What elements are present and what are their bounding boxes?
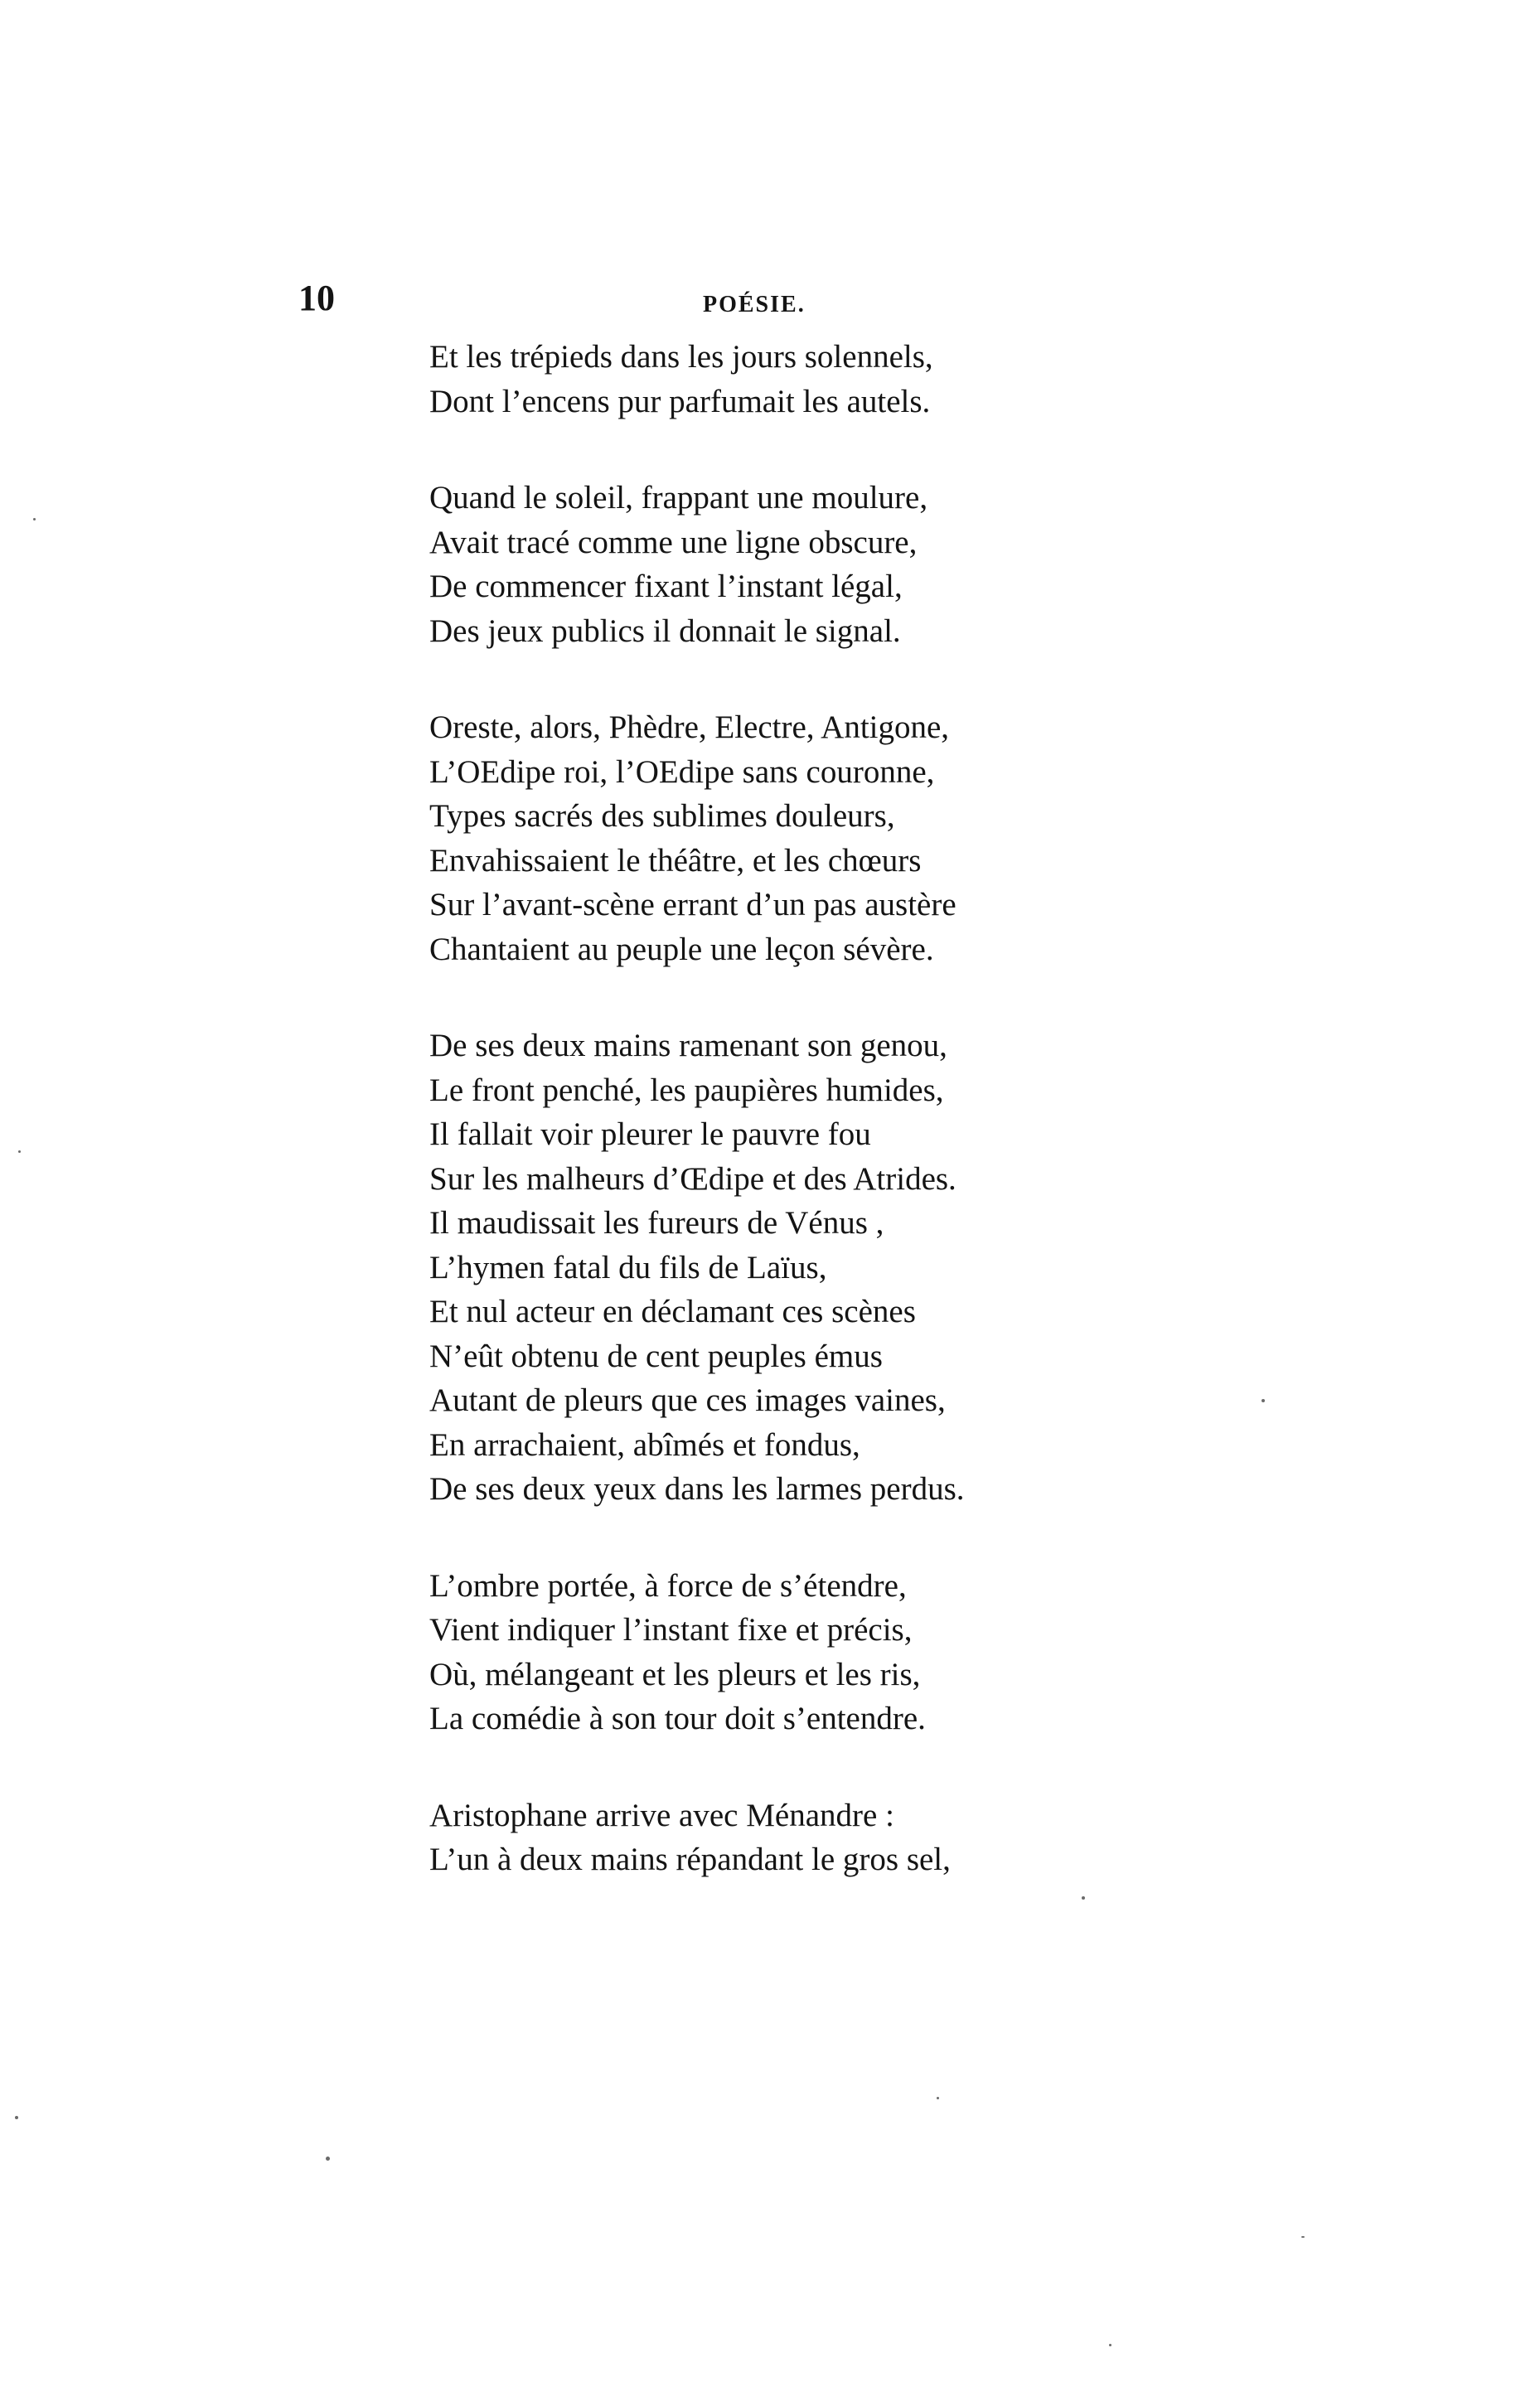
verse-line: Il maudissait les fureurs de Vénus , — [429, 1205, 884, 1241]
verse-line: Types sacrés des sublimes douleurs, — [429, 798, 895, 834]
verse-line: De ses deux yeux dans les larmes perdus. — [429, 1471, 965, 1507]
verse-line: Le front penché, les paupières humides, — [429, 1072, 944, 1108]
stanza — [429, 1564, 1275, 1741]
verse-line: L’ombre portée, à force de s’étendre, — [429, 1567, 907, 1604]
verse-line: Oreste, alors, Phèdre, Electre, Antigone, — [429, 709, 950, 745]
verse-line: Aristophane arrive avec Ménandre : — [429, 1797, 894, 1833]
stanza — [429, 1794, 1275, 1882]
verse-line: De ses deux mains ramenant son genou, — [429, 1028, 947, 1063]
verse-line: Avait tracé comme une ligne obscure, — [429, 524, 918, 560]
verse-line: Où, mélangeant et les pleurs et les ris, — [429, 1656, 921, 1692]
verse-line: Et les trépieds dans les jours solennels, — [429, 339, 933, 375]
page-number: 10 — [298, 278, 335, 318]
scan-speck — [937, 2097, 939, 2099]
verse-line: Envahissaient le théâtre, et les chœurs — [429, 842, 922, 879]
verse-line: Chantaient au peuple une leçon sévère. — [429, 931, 934, 967]
scan-speck — [326, 2157, 330, 2161]
scan-speck — [33, 518, 36, 520]
verse-line: En arrachaient, abîmés et fondus, — [429, 1426, 860, 1463]
stanza — [429, 476, 1275, 653]
verse-line: Et nul acteur en déclamant ces scènes — [429, 1294, 916, 1329]
verse-line: N’eût obtenu de cent peuples émus — [429, 1338, 883, 1374]
verse-line: Autant de pleurs que ces images vaines, — [429, 1382, 946, 1418]
scan-speck — [18, 1150, 21, 1153]
verse-line: L’hymen fatal du fils de Laïus, — [429, 1249, 827, 1285]
verse-line: Des jeux publics il donnait le signal. — [429, 612, 901, 649]
running-head: POÉSIE. — [703, 292, 806, 317]
verse-line: L’un à deux mains répandant le gros sel, — [429, 1842, 951, 1877]
verse-line: La comédie à son tour doit s’entendre. — [429, 1701, 926, 1736]
scan-speck — [1082, 1896, 1085, 1900]
stanza — [429, 705, 1275, 971]
scan-speck — [1301, 2236, 1305, 2238]
scan-speck — [1262, 1399, 1265, 1402]
verse-line: Il fallait voir pleurer le pauvre fou — [429, 1116, 871, 1152]
poem — [429, 335, 1275, 1934]
verse-line: De commencer fixant l’instant légal, — [429, 569, 903, 604]
verse-line: Sur les malheurs d’Œdipe et des Atrides. — [429, 1160, 956, 1197]
verse-line: L’OEdipe roi, l’OEdipe sans couronne, — [429, 753, 935, 790]
verse-line: Sur l’avant-scène errant d’un pas austère — [429, 887, 956, 922]
scan-speck — [15, 2116, 18, 2119]
verse-line: Dont l’encens pur parfumait les autels. — [429, 383, 931, 419]
scan-speck — [1109, 2344, 1111, 2346]
stanza — [429, 1024, 1275, 1512]
stanza — [429, 335, 1275, 424]
verse-line: Quand le soleil, frappant une moulure, — [429, 480, 928, 516]
verse-line: Vient indiquer l’instant fixe et précis, — [429, 1612, 913, 1648]
